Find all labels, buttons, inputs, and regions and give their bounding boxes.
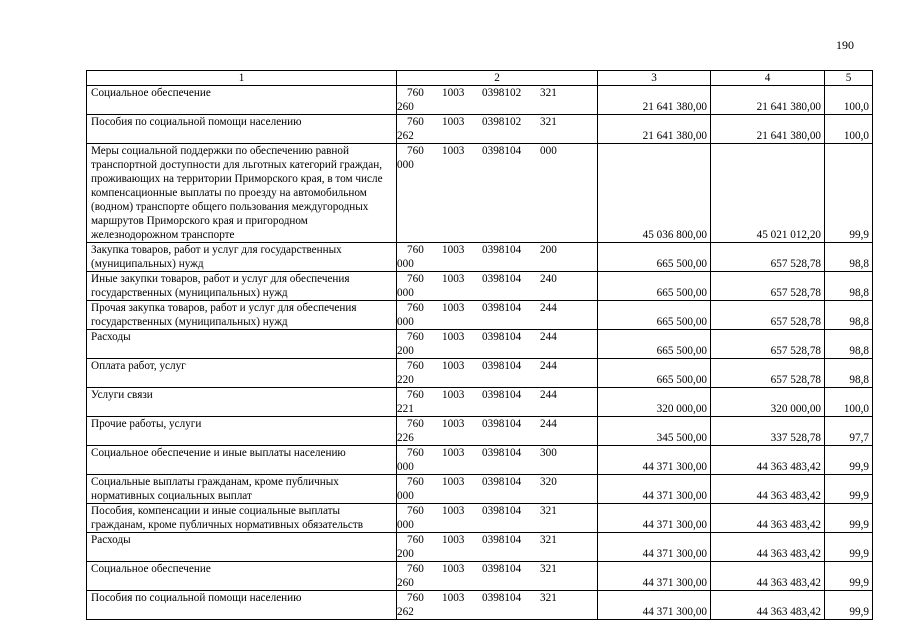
code-section: 1003 xyxy=(442,418,465,430)
code-target: 0398104 xyxy=(482,273,522,285)
row-percent: 97,7 xyxy=(825,417,873,446)
code-target: 0398104 xyxy=(482,418,522,430)
code-section: 1003 xyxy=(442,592,465,604)
code-admin: 760 xyxy=(407,116,424,128)
row-executed-amount: 44 363 483,42 xyxy=(711,446,825,475)
budget-table xyxy=(86,70,873,620)
row-executed-amount: 657 528,78 xyxy=(711,359,825,388)
code-expense-type: 321 xyxy=(540,563,557,575)
row-codes xyxy=(397,562,598,591)
page-number: 190 xyxy=(836,38,854,52)
row-executed-amount: 44 363 483,42 xyxy=(711,533,825,562)
row-percent: 98,8 xyxy=(825,272,873,301)
row-executed-amount: 657 528,78 xyxy=(711,272,825,301)
row-executed-amount: 657 528,78 xyxy=(711,330,825,359)
row-name: Социальное обеспечение и иные выплаты населению xyxy=(87,446,397,475)
row-percent: 98,8 xyxy=(825,301,873,330)
row-executed-amount: 44 363 483,42 xyxy=(711,504,825,533)
row-percent: 98,8 xyxy=(825,359,873,388)
row-name: Прочая закупка товаров, работ и услуг для обеспечения государственных (муниципальных) нужд xyxy=(87,301,397,330)
row-percent: 98,8 xyxy=(825,330,873,359)
code-target: 0398104 xyxy=(482,476,522,488)
code-admin: 760 xyxy=(407,418,424,430)
code-expense-type: 321 xyxy=(540,592,557,604)
code-section: 1003 xyxy=(442,360,465,372)
table-row xyxy=(87,115,873,144)
code-admin: 760 xyxy=(407,273,424,285)
code-expense-type: 244 xyxy=(540,418,557,430)
code-target: 0398104 xyxy=(482,389,522,401)
row-name: Расходы xyxy=(87,330,397,359)
code-kosgu: 200 xyxy=(397,345,414,357)
code-kosgu: 000 xyxy=(397,159,414,171)
table-row xyxy=(87,388,873,417)
row-name: Социальное обеспечение xyxy=(87,86,397,115)
code-section: 1003 xyxy=(442,389,465,401)
row-codes xyxy=(397,86,598,115)
row-percent: 99,9 xyxy=(825,533,873,562)
code-admin: 760 xyxy=(407,87,424,99)
code-kosgu: 000 xyxy=(397,490,414,502)
code-target: 0398102 xyxy=(482,87,522,99)
row-executed-amount: 21 641 380,00 xyxy=(711,115,825,144)
row-executed-amount: 320 000,00 xyxy=(711,388,825,417)
code-expense-type: 321 xyxy=(540,505,557,517)
code-section: 1003 xyxy=(442,331,465,343)
code-target: 0398104 xyxy=(482,302,522,314)
code-section: 1003 xyxy=(442,476,465,488)
row-name: Социальное обеспечение xyxy=(87,562,397,591)
row-name: Пособия по социальной помощи населению xyxy=(87,591,397,620)
code-kosgu: 000 xyxy=(397,258,414,270)
table-row xyxy=(87,562,873,591)
code-admin: 760 xyxy=(407,360,424,372)
row-name: Иные закупки товаров, работ и услуг для обеспечения государственных (муниципальных) нужд xyxy=(87,272,397,301)
code-target: 0398104 xyxy=(482,534,522,546)
row-name: Закупка товаров, работ и услуг для государственных (муниципальных) нужд xyxy=(87,243,397,272)
row-codes xyxy=(397,475,598,504)
code-expense-type: 300 xyxy=(540,447,557,459)
code-expense-type: 321 xyxy=(540,87,557,99)
header-col-5: 5 xyxy=(825,71,873,86)
row-planned-amount: 45 036 800,00 xyxy=(598,144,711,243)
table-row xyxy=(87,591,873,620)
code-kosgu: 000 xyxy=(397,461,414,473)
code-admin: 760 xyxy=(407,389,424,401)
row-percent: 100,0 xyxy=(825,86,873,115)
row-percent: 98,8 xyxy=(825,243,873,272)
code-section: 1003 xyxy=(442,87,465,99)
row-planned-amount: 44 371 300,00 xyxy=(598,504,711,533)
header-col-4: 4 xyxy=(711,71,825,86)
row-percent: 99,9 xyxy=(825,591,873,620)
row-planned-amount: 665 500,00 xyxy=(598,359,711,388)
row-name: Меры социальной поддержки по обеспечению равной транспортной доступности для льготных категорий граждан, проживающих на территории Приморского края, в том числе компенсационные выплаты по проезду на автомобильном (водном) транспорте общего пользования междугородных маршрутов Приморского края и пригородном железнодорожном транспорте xyxy=(87,144,397,243)
row-percent: 99,9 xyxy=(825,446,873,475)
code-kosgu: 200 xyxy=(397,548,414,560)
row-codes xyxy=(397,359,598,388)
code-section: 1003 xyxy=(442,273,465,285)
code-expense-type: 321 xyxy=(540,534,557,546)
code-section: 1003 xyxy=(442,447,465,459)
code-kosgu: 000 xyxy=(397,519,414,531)
row-planned-amount: 665 500,00 xyxy=(598,243,711,272)
table-row xyxy=(87,475,873,504)
table-row xyxy=(87,144,873,243)
row-percent: 99,9 xyxy=(825,562,873,591)
code-admin: 760 xyxy=(407,563,424,575)
code-admin: 760 xyxy=(407,592,424,604)
code-kosgu: 262 xyxy=(397,130,414,142)
row-codes xyxy=(397,388,598,417)
code-kosgu: 226 xyxy=(397,432,414,444)
row-planned-amount: 665 500,00 xyxy=(598,301,711,330)
row-percent: 99,9 xyxy=(825,144,873,243)
code-expense-type: 200 xyxy=(540,244,557,256)
code-target: 0398104 xyxy=(482,145,522,157)
row-executed-amount: 44 363 483,42 xyxy=(711,591,825,620)
row-planned-amount: 320 000,00 xyxy=(598,388,711,417)
table-row xyxy=(87,417,873,446)
code-admin: 760 xyxy=(407,476,424,488)
code-target: 0398104 xyxy=(482,505,522,517)
row-planned-amount: 21 641 380,00 xyxy=(598,115,711,144)
code-kosgu: 000 xyxy=(397,287,414,299)
code-section: 1003 xyxy=(442,116,465,128)
table-row xyxy=(87,359,873,388)
row-name: Услуги связи xyxy=(87,388,397,417)
row-planned-amount: 665 500,00 xyxy=(598,330,711,359)
row-codes xyxy=(397,591,598,620)
code-expense-type: 240 xyxy=(540,273,557,285)
row-executed-amount: 45 021 012,20 xyxy=(711,144,825,243)
code-section: 1003 xyxy=(442,302,465,314)
code-kosgu: 260 xyxy=(397,577,414,589)
row-planned-amount: 44 371 300,00 xyxy=(598,591,711,620)
code-admin: 760 xyxy=(407,302,424,314)
row-codes xyxy=(397,144,598,243)
code-section: 1003 xyxy=(442,534,465,546)
row-executed-amount: 21 641 380,00 xyxy=(711,86,825,115)
code-target: 0398104 xyxy=(482,592,522,604)
row-codes xyxy=(397,446,598,475)
code-expense-type: 320 xyxy=(540,476,557,488)
code-target: 0398102 xyxy=(482,116,522,128)
row-codes xyxy=(397,533,598,562)
code-kosgu: 262 xyxy=(397,606,414,618)
row-codes xyxy=(397,301,598,330)
row-codes xyxy=(397,243,598,272)
table-row xyxy=(87,504,873,533)
row-percent: 100,0 xyxy=(825,115,873,144)
code-admin: 760 xyxy=(407,447,424,459)
row-executed-amount: 657 528,78 xyxy=(711,301,825,330)
row-executed-amount: 337 528,78 xyxy=(711,417,825,446)
code-section: 1003 xyxy=(442,145,465,157)
code-target: 0398104 xyxy=(482,447,522,459)
row-name: Прочие работы, услуги xyxy=(87,417,397,446)
row-executed-amount: 44 363 483,42 xyxy=(711,562,825,591)
row-planned-amount: 44 371 300,00 xyxy=(598,533,711,562)
table-row xyxy=(87,330,873,359)
row-planned-amount: 21 641 380,00 xyxy=(598,86,711,115)
code-kosgu: 260 xyxy=(397,101,414,113)
code-expense-type: 244 xyxy=(540,302,557,314)
code-admin: 760 xyxy=(407,331,424,343)
row-name: Социальные выплаты гражданам, кроме публичных нормативных социальных выплат xyxy=(87,475,397,504)
row-executed-amount: 657 528,78 xyxy=(711,243,825,272)
code-section: 1003 xyxy=(442,244,465,256)
code-target: 0398104 xyxy=(482,563,522,575)
row-planned-amount: 345 500,00 xyxy=(598,417,711,446)
code-section: 1003 xyxy=(442,505,465,517)
row-planned-amount: 44 371 300,00 xyxy=(598,475,711,504)
code-target: 0398104 xyxy=(482,331,522,343)
code-expense-type: 000 xyxy=(540,145,557,157)
code-expense-type: 321 xyxy=(540,116,557,128)
table-row xyxy=(87,446,873,475)
row-planned-amount: 44 371 300,00 xyxy=(598,562,711,591)
row-codes xyxy=(397,272,598,301)
row-percent: 99,9 xyxy=(825,475,873,504)
table-row xyxy=(87,533,873,562)
code-target: 0398104 xyxy=(482,360,522,372)
code-expense-type: 244 xyxy=(540,389,557,401)
row-planned-amount: 44 371 300,00 xyxy=(598,446,711,475)
header-col-2: 2 xyxy=(397,71,598,86)
code-admin: 760 xyxy=(407,505,424,517)
code-expense-type: 244 xyxy=(540,360,557,372)
code-target: 0398104 xyxy=(482,244,522,256)
table-row xyxy=(87,86,873,115)
row-name: Пособия по социальной помощи населению xyxy=(87,115,397,144)
row-name: Оплата работ, услуг xyxy=(87,359,397,388)
table-row xyxy=(87,301,873,330)
code-expense-type: 244 xyxy=(540,331,557,343)
header-col-1: 1 xyxy=(87,71,397,86)
row-percent: 100,0 xyxy=(825,388,873,417)
code-section: 1003 xyxy=(442,563,465,575)
code-kosgu: 221 xyxy=(397,403,414,415)
code-kosgu: 220 xyxy=(397,374,414,386)
row-codes xyxy=(397,115,598,144)
row-name: Расходы xyxy=(87,533,397,562)
table-row xyxy=(87,272,873,301)
table-row xyxy=(87,243,873,272)
row-planned-amount: 665 500,00 xyxy=(598,272,711,301)
code-kosgu: 000 xyxy=(397,316,414,328)
code-admin: 760 xyxy=(407,534,424,546)
row-codes xyxy=(397,504,598,533)
table-header-row xyxy=(87,71,873,86)
header-col-3: 3 xyxy=(598,71,711,86)
row-percent: 99,9 xyxy=(825,504,873,533)
code-admin: 760 xyxy=(407,244,424,256)
row-name: Пособия, компенсации и иные социальные выплаты гражданам, кроме публичных нормативных обязательств xyxy=(87,504,397,533)
row-codes xyxy=(397,330,598,359)
code-admin: 760 xyxy=(407,145,424,157)
row-codes xyxy=(397,417,598,446)
row-executed-amount: 44 363 483,42 xyxy=(711,475,825,504)
